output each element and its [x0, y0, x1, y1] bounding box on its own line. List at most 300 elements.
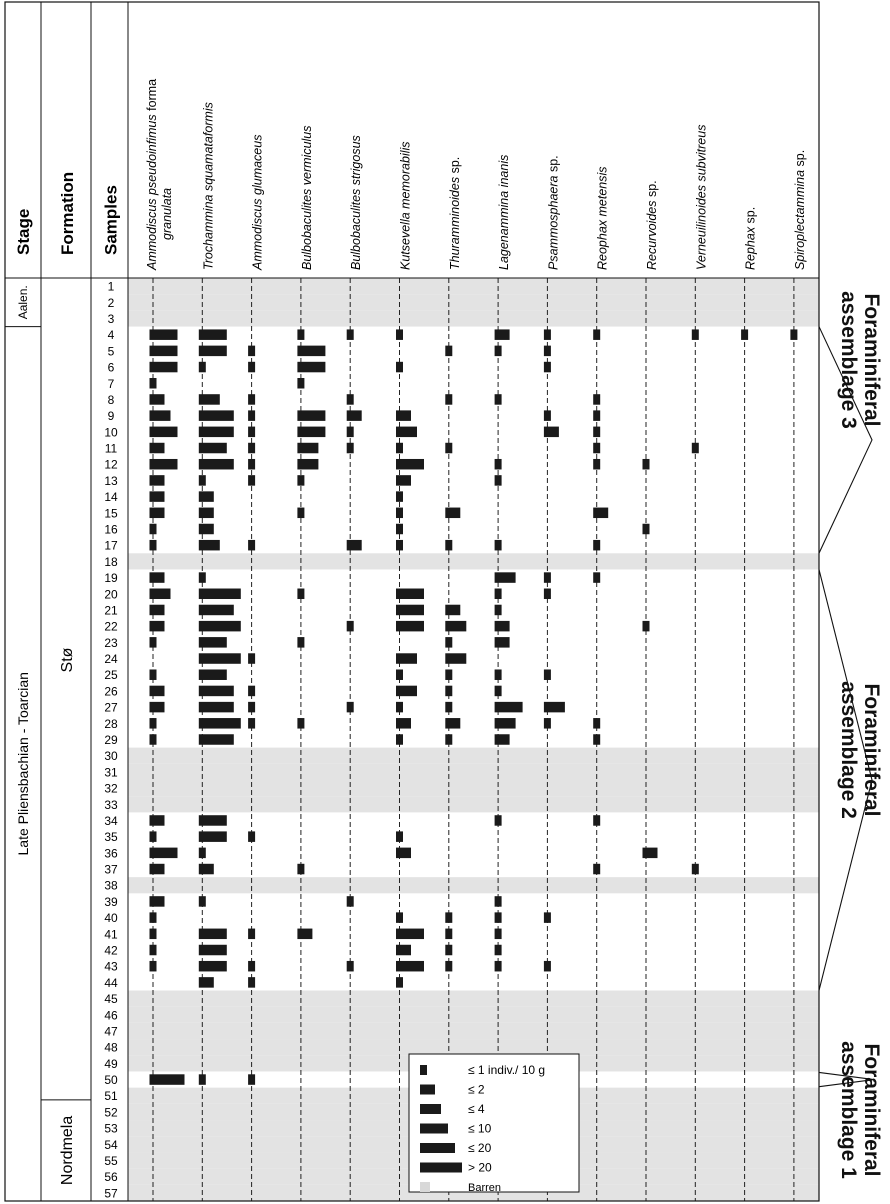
abundance-bar-taxon4-sample10	[297, 427, 325, 438]
formation-label-nordmela: Nordmela	[59, 1115, 76, 1186]
abundance-bar-taxon7-sample43	[445, 961, 452, 972]
abundance-bar-taxon1-sample29	[150, 734, 157, 745]
abundance-bar-taxon4-sample15	[297, 508, 304, 518]
abundance-bar-taxon6-sample29	[396, 734, 403, 745]
abundance-bar-taxon10-sample17	[593, 540, 600, 551]
barren-row-18	[128, 553, 819, 569]
abundance-bar-taxon2-sample10	[199, 427, 234, 438]
sample-label-56: 56	[104, 1170, 118, 1185]
sample-label-44: 44	[104, 975, 118, 990]
abundance-bar-taxon12-sample4	[692, 329, 699, 340]
abundance-bar-taxon11-sample36	[643, 848, 658, 859]
taxon-name-11: Recurvoides sp.	[645, 180, 659, 270]
abundance-bar-taxon6-sample20	[396, 589, 424, 600]
abundance-bar-taxon3-sample41	[248, 929, 255, 940]
abundance-bar-taxon9-sample28	[544, 718, 551, 729]
abundance-bar-taxon1-sample35	[150, 831, 157, 842]
abundance-bar-taxon6-sample17	[396, 540, 403, 551]
abundance-bar-taxon3-sample24	[248, 653, 255, 664]
abundance-bar-taxon8-sample40	[495, 912, 502, 923]
sample-label-3: 3	[107, 311, 115, 326]
taxon-name-6: Kutsevella memorabilis	[398, 141, 413, 270]
abundance-bar-taxon1-sample26	[150, 686, 165, 697]
abundance-bar-taxon6-sample25	[396, 669, 403, 680]
abundance-bar-taxon3-sample28	[248, 718, 255, 729]
abundance-bar-taxon11-sample22	[643, 621, 650, 632]
abundance-bar-taxon7-sample5	[445, 346, 452, 357]
abundance-bar-taxon7-sample29	[445, 734, 452, 745]
legend-label-6: > 20	[468, 1160, 492, 1175]
sample-label-36: 36	[104, 846, 118, 861]
abundance-bar-taxon7-sample27	[445, 702, 452, 713]
abundance-bar-taxon8-sample23	[495, 637, 510, 648]
abundance-bar-taxon4-sample12	[297, 459, 318, 470]
abundance-bar-taxon5-sample8	[347, 394, 354, 405]
abundance-bar-taxon6-sample36	[396, 848, 411, 859]
taxon-name-10: Reophax metensis	[595, 166, 610, 270]
abundance-bar-taxon3-sample5	[248, 346, 255, 357]
sample-label-5: 5	[107, 344, 115, 359]
abundance-bar-taxon7-sample23	[445, 637, 452, 648]
abundance-bar-taxon2-sample12	[199, 459, 234, 470]
legend-swatch-4	[420, 1124, 448, 1134]
abundance-bar-taxon1-sample50	[150, 1074, 185, 1085]
abundance-bar-taxon8-sample42	[495, 945, 502, 956]
sample-label-21: 21	[104, 603, 118, 618]
abundance-bar-taxon2-sample15	[199, 508, 214, 518]
sample-label-9: 9	[107, 409, 115, 424]
sample-label-28: 28	[104, 716, 118, 731]
legend-swatch-2	[420, 1085, 435, 1095]
abundance-bar-taxon5-sample11	[347, 443, 354, 454]
abundance-bar-taxon2-sample6	[199, 362, 206, 373]
abundance-bar-taxon8-sample34	[495, 815, 502, 826]
abundance-bar-taxon1-sample14	[150, 491, 165, 502]
abundance-bar-taxon2-sample35	[199, 831, 227, 842]
abundance-bar-taxon9-sample19	[544, 572, 551, 583]
abundance-bar-taxon3-sample13	[248, 475, 255, 486]
abundance-bar-taxon2-sample41	[199, 929, 227, 940]
abundance-bar-taxon1-sample7	[150, 378, 157, 389]
abundance-bar-taxon2-sample5	[199, 346, 227, 357]
legend-swatch-6	[420, 1163, 462, 1173]
sample-label-45: 45	[104, 992, 118, 1007]
abundance-bar-taxon6-sample42	[396, 945, 411, 956]
taxon-name-1-line2: granulata	[160, 187, 174, 240]
legend-swatch-barren	[420, 1182, 430, 1192]
abundance-bar-taxon2-sample13	[199, 475, 206, 486]
abundance-bar-taxon1-sample36	[150, 848, 178, 859]
abundance-bar-taxon3-sample8	[248, 394, 255, 405]
abundance-bar-taxon4-sample11	[297, 443, 318, 454]
legend-swatch-5	[420, 1143, 455, 1153]
legend-label-5: ≤ 20	[468, 1141, 492, 1155]
abundance-bar-taxon8-sample12	[495, 459, 502, 470]
abundance-bar-taxon7-sample41	[445, 929, 452, 940]
abundance-bar-taxon2-sample16	[199, 524, 214, 535]
abundance-bar-taxon2-sample8	[199, 394, 220, 405]
abundance-bar-taxon6-sample4	[396, 329, 403, 340]
abundance-bar-taxon6-sample35	[396, 831, 403, 842]
abundance-bar-taxon6-sample41	[396, 929, 424, 940]
abundance-bar-taxon6-sample6	[396, 362, 403, 373]
abundance-bar-taxon1-sample15	[150, 508, 165, 518]
abundance-bar-taxon8-sample4	[495, 329, 510, 340]
assemblage-label-line2: assemblage 1	[837, 1040, 860, 1179]
sample-label-31: 31	[104, 765, 118, 780]
abundance-bar-taxon12-sample11	[692, 443, 699, 454]
abundance-bar-taxon3-sample12	[248, 459, 255, 470]
barren-row-3	[128, 310, 819, 326]
abundance-bar-taxon2-sample9	[199, 410, 234, 421]
abundance-bar-taxon8-sample43	[495, 961, 502, 972]
abundance-bar-taxon8-sample8	[495, 394, 502, 405]
abundance-bar-taxon1-sample6	[150, 362, 178, 373]
sample-label-2: 2	[107, 295, 115, 310]
abundance-bar-taxon1-sample43	[150, 961, 157, 972]
legend-swatch-3	[420, 1104, 441, 1114]
abundance-bar-taxon3-sample44	[248, 977, 255, 988]
abundance-bar-taxon1-sample19	[150, 572, 165, 583]
sample-label-16: 16	[104, 522, 118, 537]
taxon-name-8: Lagenammina inanis	[497, 154, 512, 270]
abundance-bar-taxon9-sample6	[544, 362, 551, 373]
abundance-bar-taxon1-sample8	[150, 394, 165, 405]
abundance-bar-taxon1-sample5	[150, 346, 178, 357]
abundance-bar-taxon7-sample40	[445, 912, 452, 923]
abundance-bar-taxon6-sample11	[396, 443, 403, 454]
abundance-bar-taxon11-sample16	[643, 524, 650, 535]
abundance-bar-taxon8-sample5	[495, 346, 502, 357]
abundance-bar-taxon1-sample23	[150, 637, 157, 648]
abundance-bar-taxon3-sample43	[248, 961, 255, 972]
sample-label-23: 23	[104, 635, 118, 650]
abundance-bar-taxon2-sample22	[199, 621, 241, 632]
barren-row-46	[128, 1007, 819, 1023]
abundance-bar-taxon4-sample5	[297, 346, 325, 357]
abundance-bar-taxon7-sample25	[445, 669, 452, 680]
abundance-bar-taxon10-sample4	[593, 329, 600, 340]
abundance-bar-taxon6-sample43	[396, 961, 424, 972]
sample-label-38: 38	[104, 878, 118, 893]
abundance-bar-taxon9-sample43	[544, 961, 551, 972]
abundance-bar-taxon3-sample35	[248, 831, 255, 842]
abundance-bar-taxon10-sample9	[593, 410, 600, 421]
taxon-name-13: Rephax sp.	[743, 206, 758, 270]
abundance-bar-taxon8-sample29	[495, 734, 510, 745]
barren-row-30	[128, 748, 819, 764]
sample-label-39: 39	[104, 894, 118, 909]
sample-label-12: 12	[104, 457, 118, 472]
abundance-bar-taxon12-sample37	[692, 864, 699, 875]
taxon-name-3: Ammodiscus glumaceus	[250, 134, 265, 270]
abundance-bar-taxon1-sample17	[150, 540, 157, 551]
abundance-bar-taxon6-sample13	[396, 475, 411, 486]
abundance-bar-taxon2-sample17	[199, 540, 220, 551]
abundance-bar-taxon6-sample27	[396, 702, 403, 713]
abundance-bar-taxon7-sample15	[445, 508, 460, 518]
abundance-bar-taxon3-sample26	[248, 686, 255, 697]
abundance-bar-taxon2-sample26	[199, 686, 234, 697]
taxon-name-14: Spiroplectammina sp.	[792, 149, 807, 270]
abundance-bar-taxon2-sample29	[199, 734, 234, 745]
abundance-bar-taxon6-sample26	[396, 686, 417, 697]
abundance-bar-taxon9-sample5	[544, 346, 551, 357]
abundance-bar-taxon3-sample10	[248, 427, 255, 438]
sample-label-19: 19	[104, 571, 118, 586]
stage-label-pliensbachian-toarcian: Late Pliensbachian - Toarcian	[15, 672, 31, 856]
taxon-name-5: Bulbobaculites strigosus	[349, 135, 364, 270]
assemblage-label-3	[837, 1030, 883, 1190]
assemblage-label-line1: Foraminiferal	[860, 1043, 883, 1177]
abundance-bar-taxon10-sample15	[593, 508, 608, 518]
abundance-bar-taxon2-sample39	[199, 896, 206, 907]
abundance-bar-taxon2-sample42	[199, 945, 227, 956]
abundance-bar-taxon7-sample26	[445, 686, 452, 697]
abundance-bar-taxon3-sample9	[248, 410, 255, 421]
assemblage-label-1	[837, 280, 883, 440]
abundance-bar-taxon3-sample11	[248, 443, 255, 454]
abundance-bar-taxon8-sample17	[495, 540, 502, 551]
taxon-name-9: Psammosphaera sp.	[546, 155, 561, 270]
sample-label-43: 43	[104, 959, 118, 974]
abundance-bar-taxon3-sample50	[248, 1074, 255, 1085]
abundance-bar-taxon8-sample39	[495, 896, 502, 907]
barren-row-32	[128, 780, 819, 796]
abundance-bar-taxon8-sample13	[495, 475, 502, 486]
abundance-bar-taxon11-sample12	[643, 459, 650, 470]
abundance-bar-taxon10-sample37	[593, 864, 600, 875]
sample-label-33: 33	[104, 797, 118, 812]
abundance-bar-taxon2-sample24	[199, 653, 241, 664]
abundance-bar-taxon10-sample12	[593, 459, 600, 470]
abundance-bar-taxon1-sample20	[150, 589, 171, 600]
sample-label-24: 24	[104, 652, 118, 667]
sample-label-26: 26	[104, 684, 118, 699]
abundance-bar-taxon1-sample10	[150, 427, 178, 438]
sample-label-47: 47	[104, 1024, 118, 1039]
abundance-bar-taxon5-sample43	[347, 961, 354, 972]
taxon-name-12: Verneuilinoides subvitreus	[694, 124, 709, 270]
abundance-bar-taxon1-sample41	[150, 929, 157, 940]
abundance-bar-taxon1-sample21	[150, 605, 165, 616]
sample-label-35: 35	[104, 830, 118, 845]
sample-label-53: 53	[104, 1121, 118, 1136]
abundance-bar-taxon2-sample43	[199, 961, 227, 972]
abundance-bar-taxon9-sample40	[544, 912, 551, 923]
sample-label-7: 7	[107, 376, 115, 391]
abundance-bar-taxon3-sample17	[248, 540, 255, 551]
abundance-bar-taxon7-sample17	[445, 540, 452, 551]
sample-label-8: 8	[107, 392, 115, 407]
abundance-bar-taxon6-sample12	[396, 459, 424, 470]
abundance-bar-taxon4-sample13	[297, 475, 304, 486]
abundance-bar-taxon10-sample19	[593, 572, 600, 583]
abundance-bar-taxon2-sample36	[199, 848, 206, 859]
formation-header: Formation	[58, 171, 77, 255]
abundance-bar-taxon9-sample9	[544, 410, 551, 421]
abundance-bar-taxon6-sample22	[396, 621, 424, 632]
barren-row-38	[128, 877, 819, 893]
abundance-bar-taxon5-sample22	[347, 621, 354, 632]
abundance-bar-taxon10-sample10	[593, 427, 600, 438]
sample-label-46: 46	[104, 1008, 118, 1023]
abundance-bar-taxon10-sample8	[593, 394, 600, 405]
abundance-bar-taxon1-sample9	[150, 410, 171, 421]
abundance-bar-taxon1-sample42	[150, 945, 157, 956]
abundance-bar-taxon6-sample10	[396, 427, 417, 438]
legend-label-1: ≤ 1 indiv./ 10 g	[468, 1063, 546, 1077]
legend-swatch-1	[420, 1065, 427, 1075]
abundance-bar-taxon8-sample26	[495, 686, 502, 697]
sample-label-54: 54	[104, 1137, 118, 1152]
abundance-bar-taxon8-sample25	[495, 669, 502, 680]
sample-label-15: 15	[104, 506, 118, 521]
sample-label-51: 51	[104, 1089, 118, 1104]
abundance-bar-taxon1-sample34	[150, 815, 165, 826]
legend-label-4: ≤ 10	[468, 1121, 492, 1136]
abundance-bar-taxon1-sample4	[150, 329, 178, 340]
abundance-bar-taxon1-sample22	[150, 621, 165, 632]
abundance-bar-taxon4-sample7	[297, 378, 304, 389]
abundance-bar-taxon6-sample15	[396, 508, 403, 518]
abundance-bar-taxon7-sample8	[445, 394, 452, 405]
abundance-bar-taxon1-sample39	[150, 896, 165, 907]
taxon-name-7: Thuramminoides sp.	[447, 156, 462, 270]
sample-label-20: 20	[104, 587, 118, 602]
abundance-bar-taxon6-sample9	[396, 410, 411, 421]
abundance-bar-taxon1-sample25	[150, 669, 157, 680]
sample-label-41: 41	[104, 927, 118, 942]
abundance-bar-taxon7-sample21	[445, 605, 460, 616]
abundance-bar-taxon2-sample34	[199, 815, 227, 826]
sample-label-1: 1	[107, 279, 115, 294]
abundance-bar-taxon3-sample6	[248, 362, 255, 373]
abundance-bar-taxon8-sample21	[495, 605, 502, 616]
sample-label-30: 30	[104, 749, 118, 764]
abundance-bar-taxon9-sample4	[544, 329, 551, 340]
sample-label-32: 32	[104, 781, 118, 796]
sample-label-22: 22	[104, 619, 118, 634]
stage-header: Stage	[14, 208, 33, 255]
abundance-bar-taxon5-sample9	[347, 410, 362, 421]
abundance-bar-taxon2-sample4	[199, 329, 227, 340]
abundance-bar-taxon2-sample44	[199, 977, 214, 988]
abundance-bar-taxon6-sample40	[396, 912, 403, 923]
sample-label-10: 10	[104, 425, 118, 440]
sample-label-27: 27	[104, 700, 118, 715]
abundance-bar-taxon5-sample39	[347, 896, 354, 907]
abundance-bar-taxon2-sample28	[199, 718, 241, 729]
sample-label-40: 40	[104, 911, 118, 926]
abundance-bar-taxon8-sample22	[495, 621, 510, 632]
abundance-bar-taxon7-sample42	[445, 945, 452, 956]
abundance-bar-taxon4-sample37	[297, 864, 304, 875]
assemblage-label-line1: Foraminiferal	[860, 683, 883, 817]
abundance-bar-taxon10-sample28	[593, 718, 600, 729]
abundance-bar-taxon2-sample50	[199, 1074, 206, 1085]
sample-label-25: 25	[104, 668, 118, 683]
abundance-bar-taxon1-sample12	[150, 459, 178, 470]
abundance-bar-taxon6-sample16	[396, 524, 403, 535]
samples-header: Samples	[101, 185, 121, 255]
sample-label-6: 6	[107, 360, 115, 375]
abundance-bar-taxon6-sample24	[396, 653, 417, 664]
abundance-bar-taxon2-sample25	[199, 669, 227, 680]
legend-label-3: ≤ 4	[468, 1102, 485, 1116]
abundance-bar-taxon9-sample27	[544, 702, 565, 713]
abundance-bar-taxon2-sample21	[199, 605, 234, 616]
abundance-bar-taxon8-sample28	[495, 718, 516, 729]
assemblage-label-line2: assemblage 3	[837, 291, 860, 429]
abundance-bar-taxon6-sample44	[396, 977, 403, 988]
abundance-bar-taxon4-sample4	[297, 329, 304, 340]
abundance-bar-taxon5-sample27	[347, 702, 354, 713]
abundance-bar-taxon6-sample28	[396, 718, 411, 729]
abundance-bar-taxon1-sample37	[150, 864, 165, 875]
barren-row-48	[128, 1039, 819, 1055]
taxon-name-1: Ammodiscus pseudoinfimus forma	[145, 78, 159, 270]
abundance-bar-taxon10-sample34	[593, 815, 600, 826]
abundance-bar-taxon3-sample27	[248, 702, 255, 713]
abundance-bar-taxon6-sample14	[396, 491, 403, 502]
legend-label-2: ≤ 2	[468, 1082, 485, 1097]
abundance-bar-taxon2-sample11	[199, 443, 227, 454]
abundance-bar-taxon10-sample11	[593, 443, 600, 454]
barren-row-45	[128, 990, 819, 1006]
barren-row-1	[128, 278, 819, 294]
abundance-bar-taxon4-sample41	[297, 929, 312, 940]
abundance-bar-taxon5-sample17	[347, 540, 362, 551]
barren-row-2	[128, 294, 819, 310]
abundance-bar-taxon2-sample19	[199, 572, 206, 583]
abundance-bar-taxon8-sample41	[495, 929, 502, 940]
sample-label-11: 11	[104, 441, 118, 456]
abundance-bar-taxon5-sample4	[347, 329, 354, 340]
abundance-bar-taxon9-sample10	[544, 427, 559, 438]
abundance-bar-taxon2-sample14	[199, 491, 214, 502]
sample-label-49: 49	[104, 1056, 118, 1071]
abundance-bar-taxon1-sample40	[150, 912, 157, 923]
assemblage-label-line2: assemblage 2	[837, 681, 860, 819]
sample-label-55: 55	[104, 1154, 118, 1169]
taxon-name-4: Bulbobaculites vermiculus	[299, 125, 314, 270]
abundance-bar-taxon14-sample4	[790, 329, 797, 340]
abundance-bar-taxon7-sample11	[445, 443, 452, 454]
abundance-bar-taxon2-sample23	[199, 637, 227, 648]
abundance-bar-taxon1-sample16	[150, 524, 157, 535]
sample-label-18: 18	[104, 554, 118, 569]
stage-label-aalenian: Aalen.	[16, 285, 30, 320]
abundance-bar-taxon8-sample20	[495, 589, 502, 600]
sample-label-34: 34	[104, 813, 118, 828]
abundance-bar-taxon5-sample10	[347, 427, 354, 438]
abundance-bar-taxon9-sample20	[544, 589, 551, 600]
abundance-bar-taxon8-sample27	[495, 702, 523, 713]
abundance-bar-taxon6-sample21	[396, 605, 424, 616]
sample-label-52: 52	[104, 1105, 118, 1120]
assemblage-label-2	[837, 670, 883, 830]
abundance-bar-taxon7-sample24	[445, 653, 466, 664]
abundance-bar-taxon1-sample28	[150, 718, 157, 729]
sample-label-14: 14	[104, 490, 118, 505]
sample-label-13: 13	[104, 473, 118, 488]
abundance-bar-taxon2-sample37	[199, 864, 214, 875]
abundance-bar-taxon4-sample9	[297, 410, 325, 421]
sample-label-37: 37	[104, 862, 118, 877]
abundance-bar-taxon10-sample29	[593, 734, 600, 745]
sample-label-50: 50	[104, 1073, 118, 1088]
